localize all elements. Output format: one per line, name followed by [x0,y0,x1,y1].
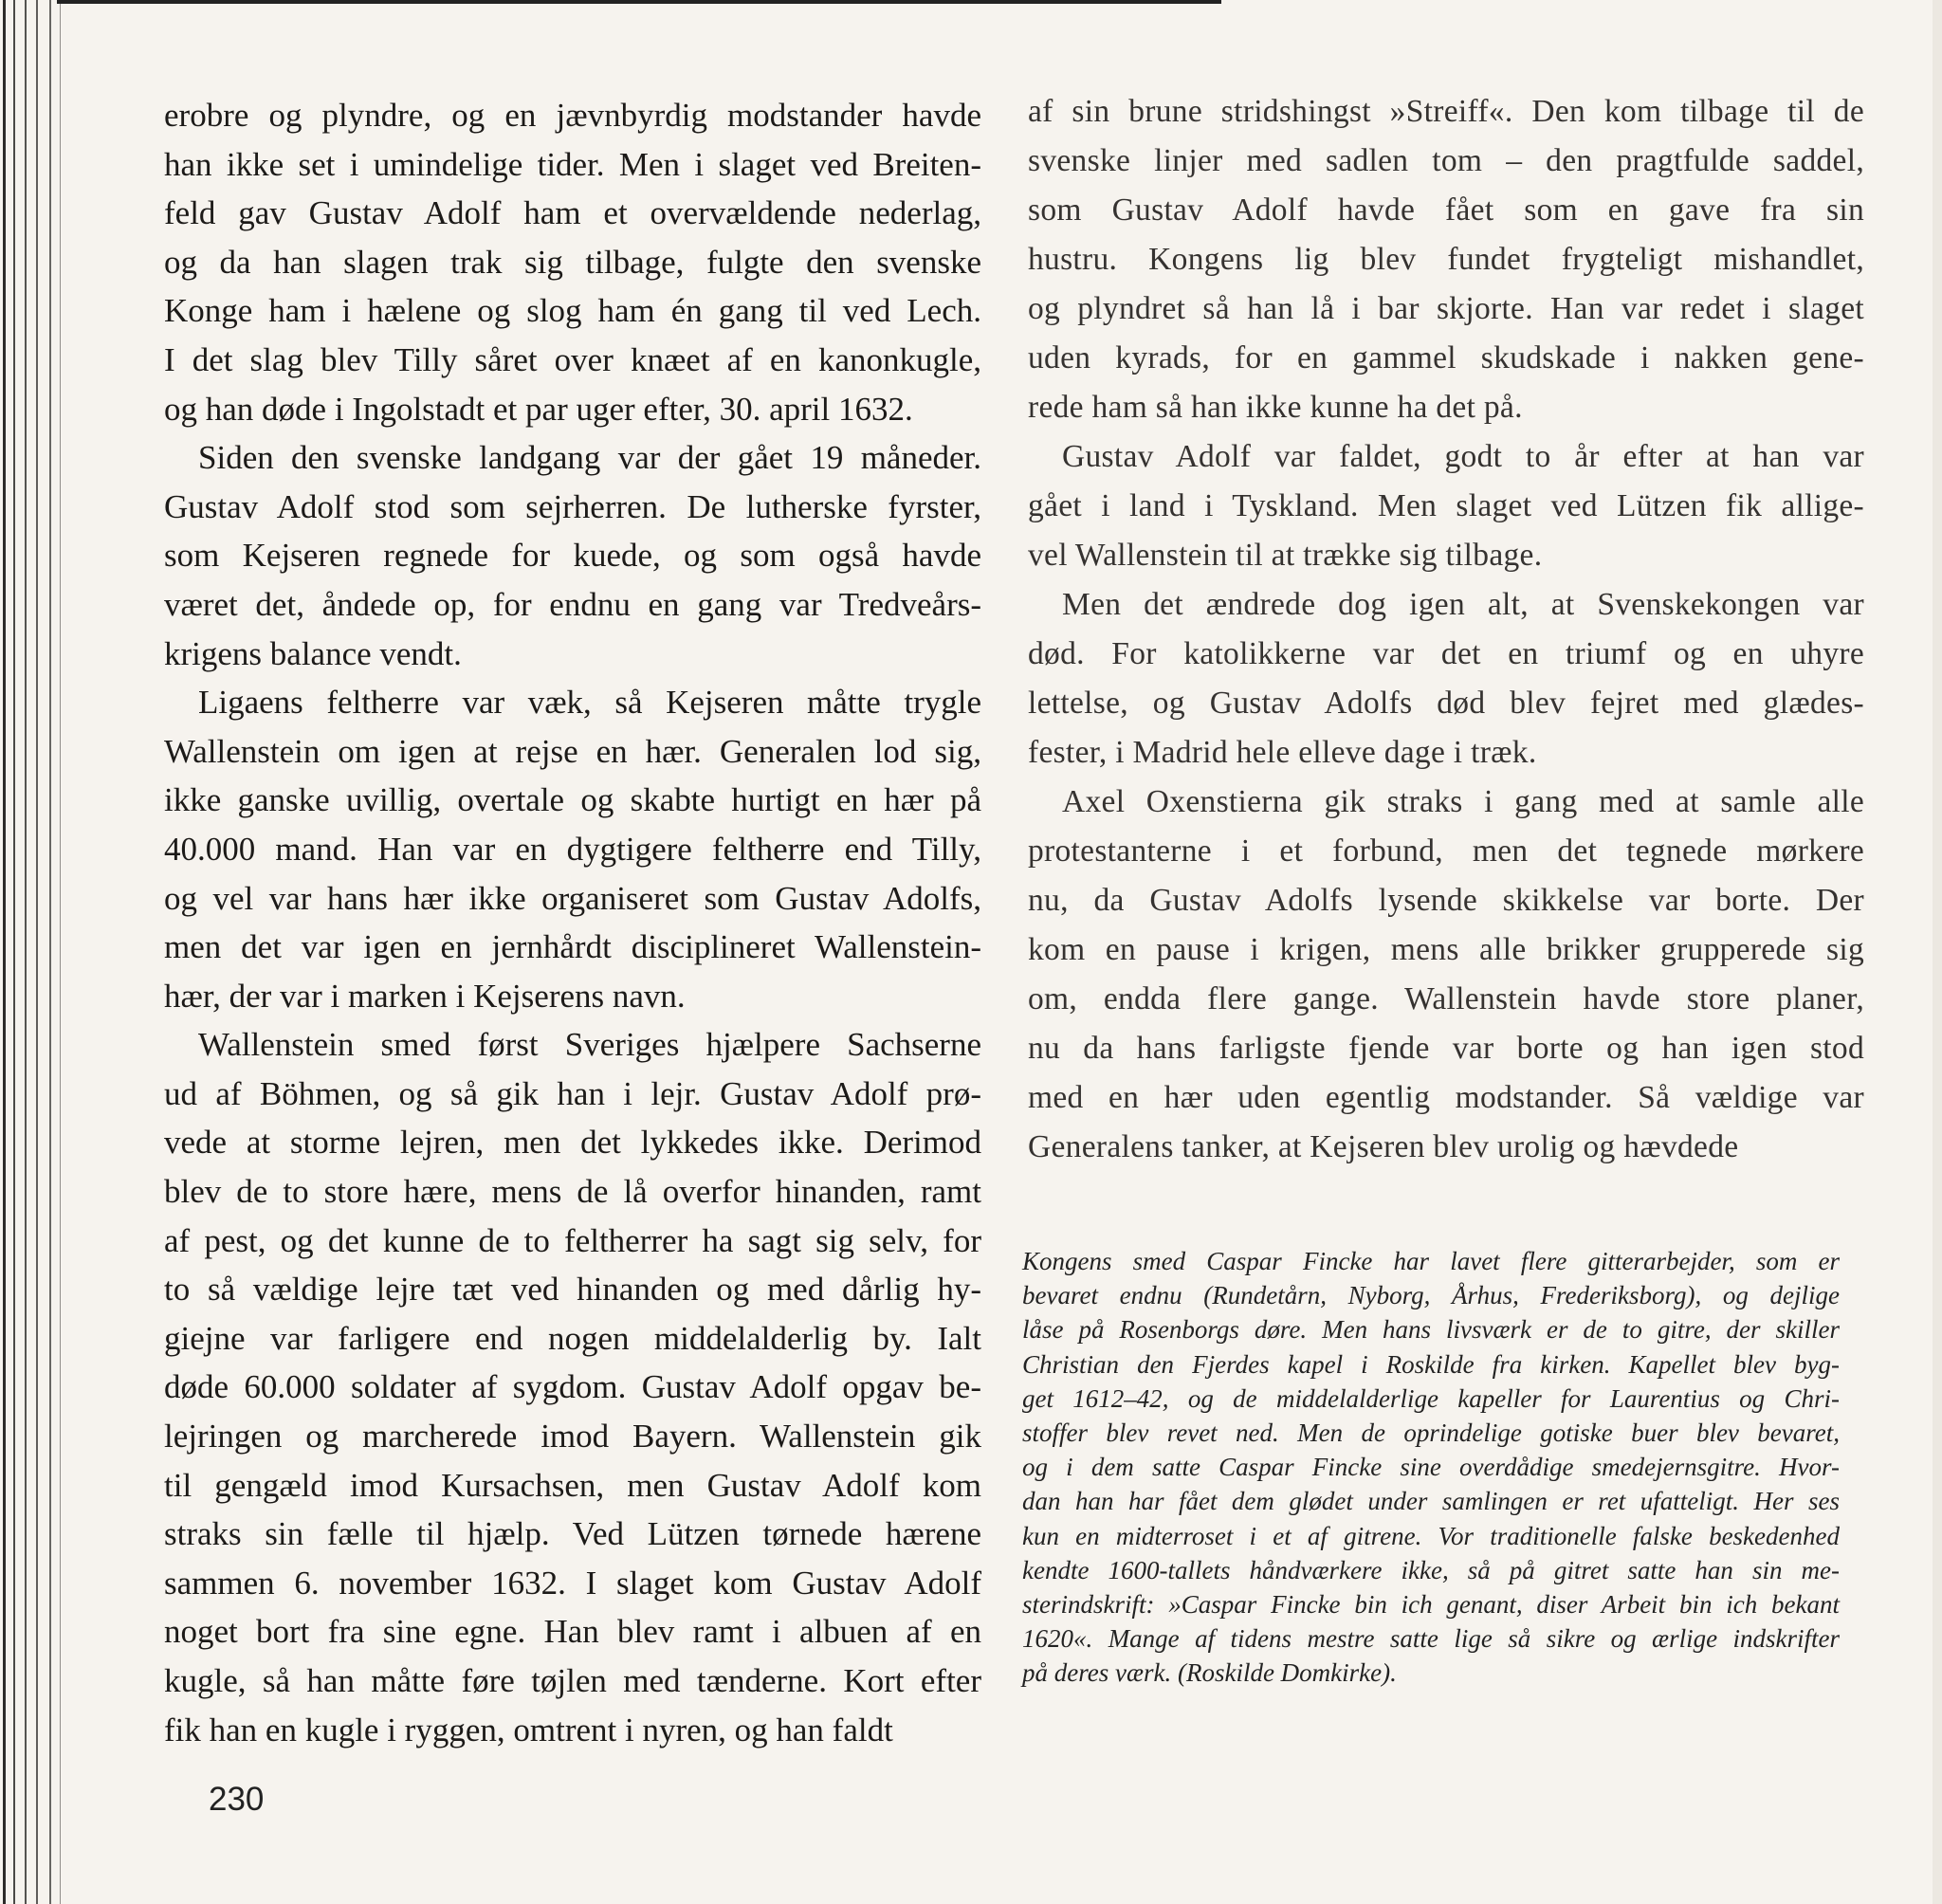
caption-line: kun en midterroset i et af gitrene. Vor traditionelle falske beskedenhed [1022,1521,1840,1550]
text-line: Men det ændrede dog igen alt, at Svenskekongen var [1062,587,1864,622]
text-line: blev de to store hære, mens de lå overfor hinanden, ramt [164,1173,981,1211]
caption-line: dan han har fået dem glødet under samlingen er ret ufatteligt. Her ses [1022,1487,1840,1516]
text-line: nu da hans farligste fjende var borte og han igen stod [1028,1031,1864,1066]
text-line: erobre og plyndre, og en jævnbyrdig modstander havde [164,97,981,134]
text-line: til gengæld imod Kursachsen, men Gustav Adolf kom [164,1466,981,1504]
text-line: I det slag blev Tilly såret over knæet af en kanonkugle, [164,340,981,378]
text-line: lejringen og marcherede imod Bayern. Wallenstein gik [164,1418,981,1455]
page-gutter-line [36,0,38,1904]
caption-line: kendte 1600-tallets håndværkere ikke, så på gitret satte han sin me- [1022,1555,1840,1584]
caption-line: 1620«. Mange af tidens mestre satte lige så sikre og ærlige indskrifter [1022,1624,1840,1654]
text-line: været det, åndede op, for endnu en gang var Tredveårs- [164,585,981,623]
text-line: Konge ham i hælene og slog ham én gang til ved Lech. [164,292,981,330]
left-text-column [164,91,981,1754]
text-line: vel Wallenstein til at trække sig tilbage. [1028,538,1543,573]
text-line: 40.000 mand. Han var en dygtigere feltherre end Tilly, [164,830,981,868]
text-line: lettelse, og Gustav Adolfs død blev fejret med glædes- [1028,686,1864,721]
text-line: uden kyrads, for en gammel skudskade i nakken gene- [1028,340,1864,375]
text-line: giejne var farligere end nogen middelalderlig by. Ialt [164,1319,981,1357]
text-line: nu, da Gustav Adolfs lysende skikkelse var borte. Der [1028,883,1864,918]
text-line: sammen 6. november 1632. I slaget kom Gustav Adolf [164,1564,981,1602]
text-line: hustru. Kongens lig blev fundet frygteligt mishandlet, [1028,242,1864,277]
text-line: gået i land i Tyskland. Men slaget ved Lützen fik allige- [1028,488,1864,523]
text-line: Gustav Adolf var faldet, godt to år efter at han var [1062,439,1864,474]
text-line: feld gav Gustav Adolf ham et overvældende nederlag, [164,194,981,232]
text-line: fester, i Madrid hele elleve dage i træk. [1028,735,1537,770]
text-line: rede ham så han ikke kunne ha det på. [1028,390,1523,425]
text-line: men det var igen en jernhårdt disciplineret Wallenstein- [164,928,981,966]
text-line: vede at storme lejren, men det lykkedes ikke. Derimod [164,1124,981,1162]
text-line: ud af Böhmen, og så gik han i lejr. Gustav Adolf prø- [164,1074,981,1112]
right-text-column [1028,87,1864,1172]
text-line: Wallenstein smed først Sveriges hjælpere Sachserne [198,1026,981,1064]
text-line: af sin brune stridshingst »Streiff«. Den kom tilbage til de [1028,94,1864,129]
text-line: Generalens tanker, at Kejseren blev urolig og hævdede [1028,1129,1739,1164]
right-page-edge [1933,0,1942,1904]
text-line: straks sin fælle til hjælp. Ved Lützen tørnede hærene [164,1515,981,1553]
page-gutter-line [25,0,27,1904]
caption-line: get 1612–42, og de middelalderlige kapeller for Laurentius og Chri- [1022,1383,1840,1413]
text-line: to så vældige lejre tæt ved hinanden og med dårlig hy- [164,1271,981,1309]
text-line: Ligaens feltherre var væk, så Kejseren måtte trygle [198,684,981,722]
text-line: og da han slagen trak sig tilbage, fulgte den svenske [164,243,981,281]
caption-line: sterindskrift: »Caspar Fincke bin ich genant, diser Arbeit bin ich bekant [1022,1590,1840,1620]
caption-line: låse på Rosenborgs døre. Men hans livsværk er de to gitre, der skiller [1022,1315,1840,1345]
text-line: ikke ganske uvillig, overtale og skabte hurtigt en hær på [164,781,981,819]
image-caption [1022,1244,1840,1691]
caption-line: på deres værk. (Roskilde Domkirke). [1022,1658,1397,1688]
text-line: og han døde i Ingolstadt et par uger efter, 30. april 1632. [164,390,913,428]
text-line: protestanterne i et forbund, men det tegnede mørkere [1028,833,1864,869]
caption-line: stoffer blev revet ned. Men de oprindelige gotiske buer blev bevaret, [1022,1419,1840,1448]
caption-line: bevaret endnu (Rundetårn, Nyborg, Århus, Frederiksborg), og dejlige [1022,1281,1840,1310]
text-line: Siden den svenske landgang var der gået 19 måneder. [198,439,981,477]
text-line: med en hær uden egentlig modstander. Så vældige var [1028,1080,1864,1115]
text-line: som Kejseren regnede for kuede, og som også havde [164,537,981,575]
text-line: Gustav Adolf stod som sejrherren. De lutherske fyrster, [164,487,981,525]
text-line: krigens balance vendt. [164,634,462,672]
text-line: død. For katolikkerne var det en triumf og en uhyre [1028,636,1864,671]
text-line: kom en pause i krigen, mens alle brikker grupperede sig [1028,932,1864,967]
text-line: fik han en kugle i ryggen, omtrent i nyren, og han faldt [164,1711,893,1748]
text-line: svenske linjer med sadlen tom – den pragtfulde saddel, [1028,143,1864,178]
text-line: han ikke set i umindelige tider. Men i slaget ved Breiten- [164,145,981,183]
text-line: hær, der var i marken i Kejserens navn. [164,977,686,1015]
caption-line: Kongens smed Caspar Fincke har lavet flere gitterarbejder, som er [1022,1247,1840,1275]
text-line: og vel var hans hær ikke organiseret som Gustav Adolfs, [164,879,981,917]
text-line: om, endda flere gange. Wallenstein havde store planer, [1028,981,1864,1016]
text-line: som Gustav Adolf havde fået som en gave fra sin [1028,192,1864,228]
page-gutter-line [60,0,61,1904]
text-line: af pest, og det kunne de to feltherrer ha sagt sig selv, for [164,1221,981,1259]
page-gutter-line [3,0,6,1904]
page-gutter-line [49,0,51,1904]
text-line: Axel Oxenstierna gik straks i gang med at samle alle [1062,784,1864,819]
top-page-edge [57,0,1221,4]
caption-line: Christian den Fjerdes kapel i Roskilde fra kirken. Kapellet blev byg- [1022,1349,1840,1379]
page-gutter-line [13,0,15,1904]
text-line: og plyndret så han lå i bar skjorte. Han var redet i slaget [1028,291,1864,326]
text-line: Wallenstein om igen at rejse en hær. Generalen lod sig, [164,732,981,770]
text-line: kugle, så han måtte føre tøjlen med tænderne. Kort efter [164,1662,981,1699]
text-line: døde 60.000 soldater af sygdom. Gustav Adolf opgav be- [164,1368,981,1406]
page-number: 230 [209,1781,265,1818]
caption-line: og i dem satte Caspar Fincke sine overdådige smedejernsgitre. Hvor- [1022,1453,1840,1482]
text-line: noget bort fra sine egne. Han blev ramt i albuen af en [164,1613,981,1651]
